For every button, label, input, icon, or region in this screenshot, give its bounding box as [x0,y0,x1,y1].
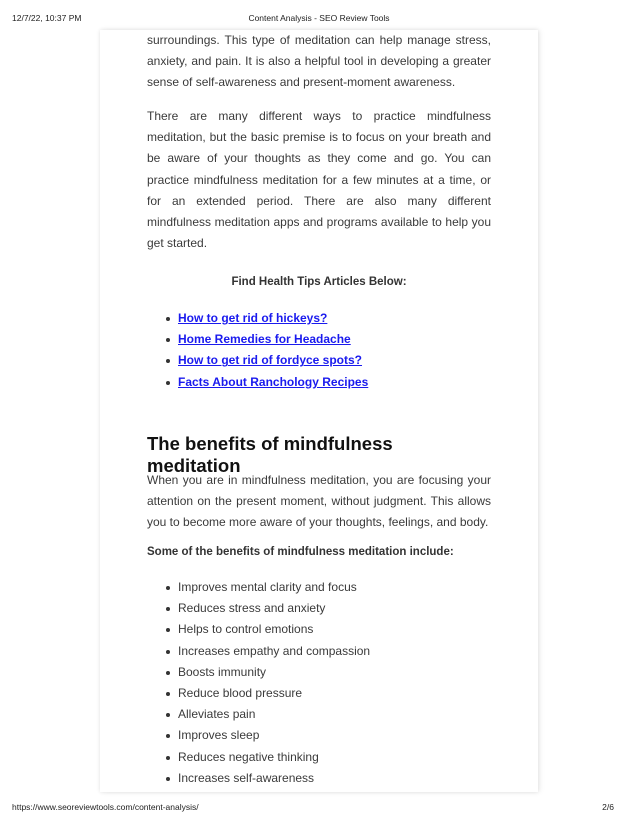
print-url: https://www.seoreviewtools.com/content-analysis/ [12,802,199,812]
list-item: Boosts immunity [178,662,370,683]
list-item: Improves mental clarity and focus [178,577,370,598]
tip-link-hickeys[interactable]: How to get rid of hickeys? [178,311,328,325]
print-header [0,13,638,27]
list-item: Reduces negative thinking [178,747,370,768]
list-item [178,329,368,350]
print-footer [0,802,638,816]
list-item: Increases self-awareness [178,768,370,789]
list-item [178,350,368,371]
tips-link-list [147,308,368,393]
tip-link-fordyce-spots[interactable]: How to get rid of fordyce spots? [178,353,363,368]
list-item: Reduces stress and anxiety [178,598,370,619]
list-item [178,372,368,393]
benefits-list [147,577,370,789]
print-page-number: 2/6 [602,802,614,812]
tip-link-headache[interactable]: Home Remedies for Headache [178,332,351,347]
list-item: Improves sleep [178,725,370,746]
list-item: Helps to control emotions [178,619,370,640]
section-title: The benefits of mindfulness meditation [147,433,393,476]
list-item [178,308,368,329]
print-datetime: 12/7/22, 10:37 PM [12,13,82,23]
tip-link-ranchology[interactable]: Facts About Ranchology Recipes [178,374,369,389]
article-paragraph: When you are in mindfulness meditation, you are focusing your attention on the present moment, without judgment. This allows you to become more aware of your thoughts, feelings, and body. [147,473,491,530]
print-document-title: Content Analysis - SEO Review Tools [248,13,390,23]
article-paragraph: There are many different ways to practice mindfulness meditation, but the basic premise is to focus on your breath and be aware of your thoughts as they come and go. You can practice mindfulness meditation for a few minutes at a time, or for an extended period. There are also many different mindfulness meditation apps and programs available to help you get started. [147,109,491,251]
article-card [100,30,538,792]
tips-heading: Find Health Tips Articles Below: [231,276,407,288]
article-paragraph: surroundings. This type of meditation can help manage stress, anxiety, and pain. It is also a helpful tool in developing a greater sense of self-awareness and present-moment awareness. [147,33,491,90]
benefits-heading: Some of the benefits of mindfulness meditation include: [147,546,454,558]
list-item: Increases empathy and compassion [178,641,370,662]
list-item: Alleviates pain [178,704,370,725]
list-item: Reduce blood pressure [178,683,370,704]
